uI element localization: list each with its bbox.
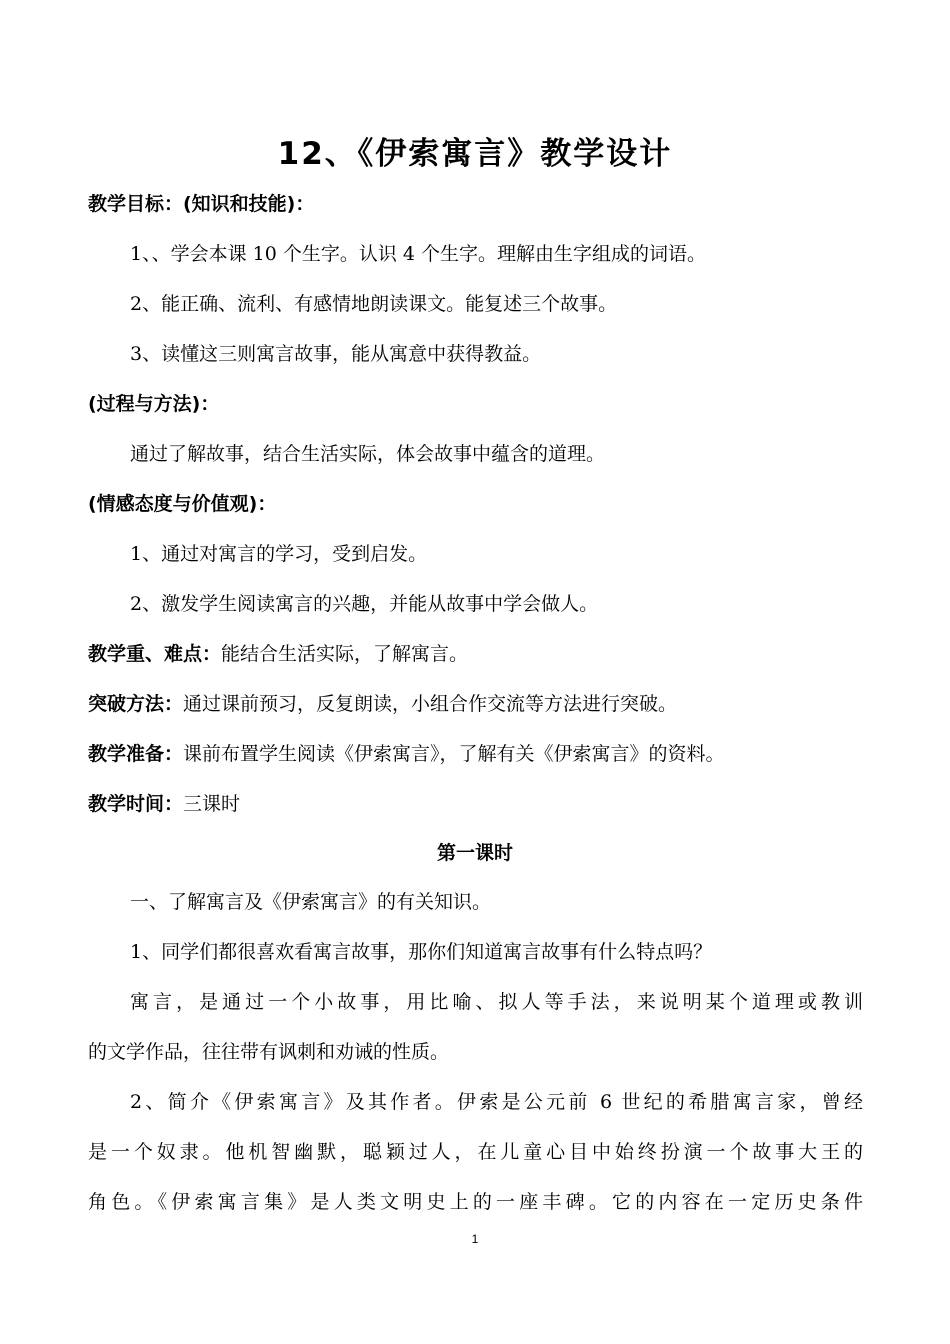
time-text: 三课时 xyxy=(183,793,241,815)
lesson1-question1: 1、同学们都很喜欢看寓言故事，那你们知道寓言故事有什么特点吗？ xyxy=(130,941,713,963)
document-title: 12、《伊索寓言》教学设计 xyxy=(277,136,673,172)
process-heading: (过程与方法)： xyxy=(88,393,220,415)
key-points-row xyxy=(88,639,863,666)
objectives-heading: 教学目标：(知识和技能)： xyxy=(88,193,315,215)
page-number: 1 xyxy=(471,1232,479,1246)
method-row xyxy=(88,689,863,716)
method-label: 突破方法： xyxy=(88,693,184,715)
emotion-item-1: 1、通过对寓言的学习，受到启发。 xyxy=(130,543,428,565)
prep-row xyxy=(88,739,863,766)
key-points-label: 教学重、难点： xyxy=(88,643,222,665)
aesop-intro-line2: 是一个奴隶。他机智幽默，聪颖过人，在儿童心目中始终扮演一个故事大王的 xyxy=(88,1141,863,1163)
time-label: 教学时间： xyxy=(88,793,184,815)
method-text: 通过课前预习，反复朗读，小组合作交流等方法进行突破。 xyxy=(183,693,678,715)
process-text: 通过了解故事，结合生活实际，体会故事中蕴含的道理。 xyxy=(130,443,606,465)
key-points-text: 能结合生活实际，了解寓言。 xyxy=(221,643,469,665)
objective-item-1: 1、、学会本课 10 个生字。认识 4 个生字。理解由生字组成的词语。 xyxy=(130,243,707,265)
fable-definition-line2: 的文学作品，往往带有讽刺和劝诫的性质。 xyxy=(88,1041,450,1063)
time-row xyxy=(88,789,863,816)
aesop-intro-line3: 角色。《伊索寓言集》是人类文明史上的一座丰碑。它的内容在一定历史条件 xyxy=(88,1191,863,1213)
fable-definition-line1: 寓言，是通过一个小故事，用比喻、拟人等手法，来说明某个道理或教训 xyxy=(130,991,863,1013)
lesson1-heading: 第一课时 xyxy=(436,842,513,864)
prep-text: 课前布置学生阅读《伊索寓言》，了解有关《伊索寓言》的资料。 xyxy=(183,743,725,765)
aesop-intro-line1: 2、简介《伊索寓言》及其作者。伊索是公元前 6 世纪的希腊寓言家，曾经 xyxy=(130,1091,863,1113)
objective-item-2: 2、能正确、流利、有感情地朗读课文。能复述三个故事。 xyxy=(130,293,618,315)
lesson1-section1: 一、了解寓言及《伊索寓言》的有关知识。 xyxy=(130,891,492,913)
prep-label: 教学准备： xyxy=(88,743,184,765)
emotion-item-2: 2、激发学生阅读寓言的兴趣，并能从故事中学会做人。 xyxy=(130,593,599,615)
objective-item-3: 3、读懂这三则寓言故事，能从寓意中获得教益。 xyxy=(130,343,542,365)
emotion-heading: (情感态度与价值观)： xyxy=(88,493,277,515)
